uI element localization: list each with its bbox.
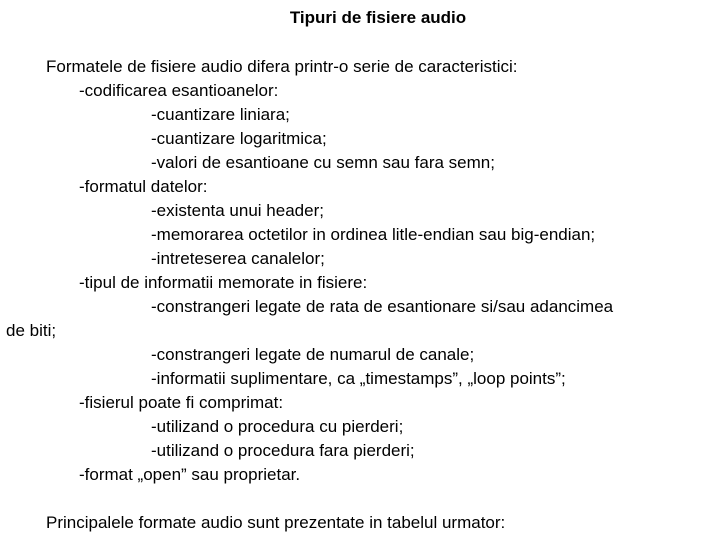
list-item: -memorarea octetilor in ordinea litle-endian sau big-endian; — [151, 225, 596, 244]
intro-text: Formatele de fisiere audio difera printr-o serie de caracteristici: — [46, 57, 518, 76]
list-item: -tipul de informatii memorate in fisiere: — [79, 273, 368, 292]
closing-text: Principalele formate audio sunt prezentate in tabelul urmator: — [46, 513, 506, 532]
list-item: -cuantizare logaritmica; — [151, 129, 327, 148]
list-item: -valori de esantioane cu semn sau fara semn; — [151, 153, 495, 172]
list-item: -fisierul poate fi comprimat: — [79, 393, 284, 412]
list-item: -formatul datelor: — [79, 177, 208, 196]
list-item: -utilizand o procedura fara pierderi; — [151, 441, 415, 460]
list-item: -intreteserea canalelor; — [151, 249, 325, 268]
list-item: -informatii suplimentare, ca „timestamps”, „loop points”; — [151, 369, 566, 388]
list-item: -format „open” sau proprietar. — [79, 465, 301, 484]
list-item: -utilizand o procedura cu pierderi; — [151, 417, 404, 436]
list-item: -codificarea esantioanelor: — [79, 81, 279, 100]
list-item: de biti; — [6, 321, 57, 340]
list-item: -cuantizare liniara; — [151, 105, 290, 124]
slide-title: Tipuri de fisiere audio — [289, 8, 467, 27]
list-item: -existenta unui header; — [151, 201, 324, 220]
list-item: -constrangeri legate de numarul de canale; — [151, 345, 475, 364]
list-item: -constrangeri legate de rata de esantionare si/sau adancimea — [151, 297, 614, 316]
